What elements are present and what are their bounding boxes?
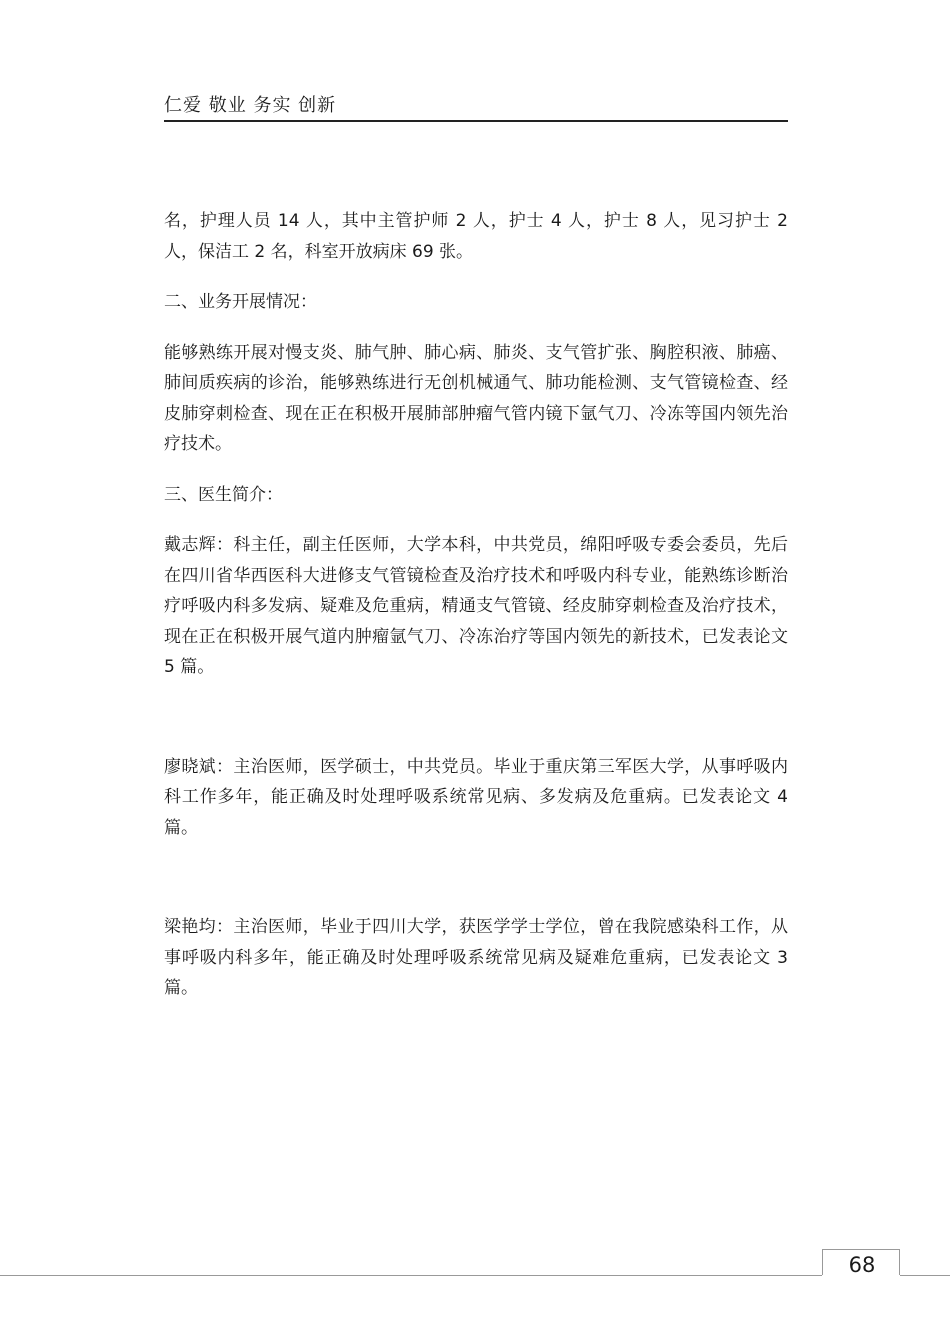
- staff-paragraph: 名，护理人员 14 人，其中主管护师 2 人，护士 4 人，护士 8 人，见习护士 2 人，保洁工 2 名，科室开放病床 69 张。: [164, 211, 788, 262]
- page-header: [164, 94, 788, 122]
- section-heading-doctors: 三、医生简介：: [164, 484, 283, 505]
- doctor-bio-liao: 廖晓斌：主治医师，医学硕士，中共党员。毕业于重庆第三军医大学，从事呼吸内科工作多年，能正确及时处理呼吸系统常见病、多发病及危重病。已发表论文 4 篇。: [164, 756, 788, 838]
- doctor-bio-liang: 梁艳均：主治医师，毕业于四川大学，获医学学士学位，曾在我院感染科工作，从事呼吸内科多年，能正确及时处理呼吸系统常见病及疑难危重病，已发表论文 3 篇。: [164, 917, 788, 998]
- page-number-box: [822, 1249, 900, 1275]
- page-number: 68: [848, 1253, 876, 1277]
- footer-rule-left: [0, 1275, 822, 1276]
- document-body: [164, 206, 788, 1004]
- header-motto: 仁爱 敬业 务实 创新: [164, 95, 337, 116]
- footer-rule-right: [900, 1275, 950, 1276]
- section-heading-business: 二、业务开展情况：: [164, 292, 317, 312]
- doctor-bio-dai: 戴志辉：科主任，副主任医师，大学本科，中共党员，绵阳呼吸专委会委员，先后在四川省华西医科大进修支气管镜检查及治疗技术和呼吸内科专业，能熟练诊断治疗呼吸内科多发病、疑难及危重病，精通支气管镜、经皮肺穿刺检查及治疗技术，现在正在积极开展气道内肿瘤氩气刀、冷冻治疗等国内领先的新技术，已发表论文 5 篇。: [164, 535, 788, 677]
- business-paragraph: 能够熟练开展对慢支炎、肺气肿、肺心病、肺炎、支气管扩张、胸腔积液、肺癌、肺间质疾病的诊治，能够熟练进行无创机械通气、肺功能检测、支气管镜检查、经皮肺穿刺检查、现在正在积极开展肺部肿瘤气管内镜下氩气刀、冷冻等国内领先治疗技术。: [164, 342, 788, 454]
